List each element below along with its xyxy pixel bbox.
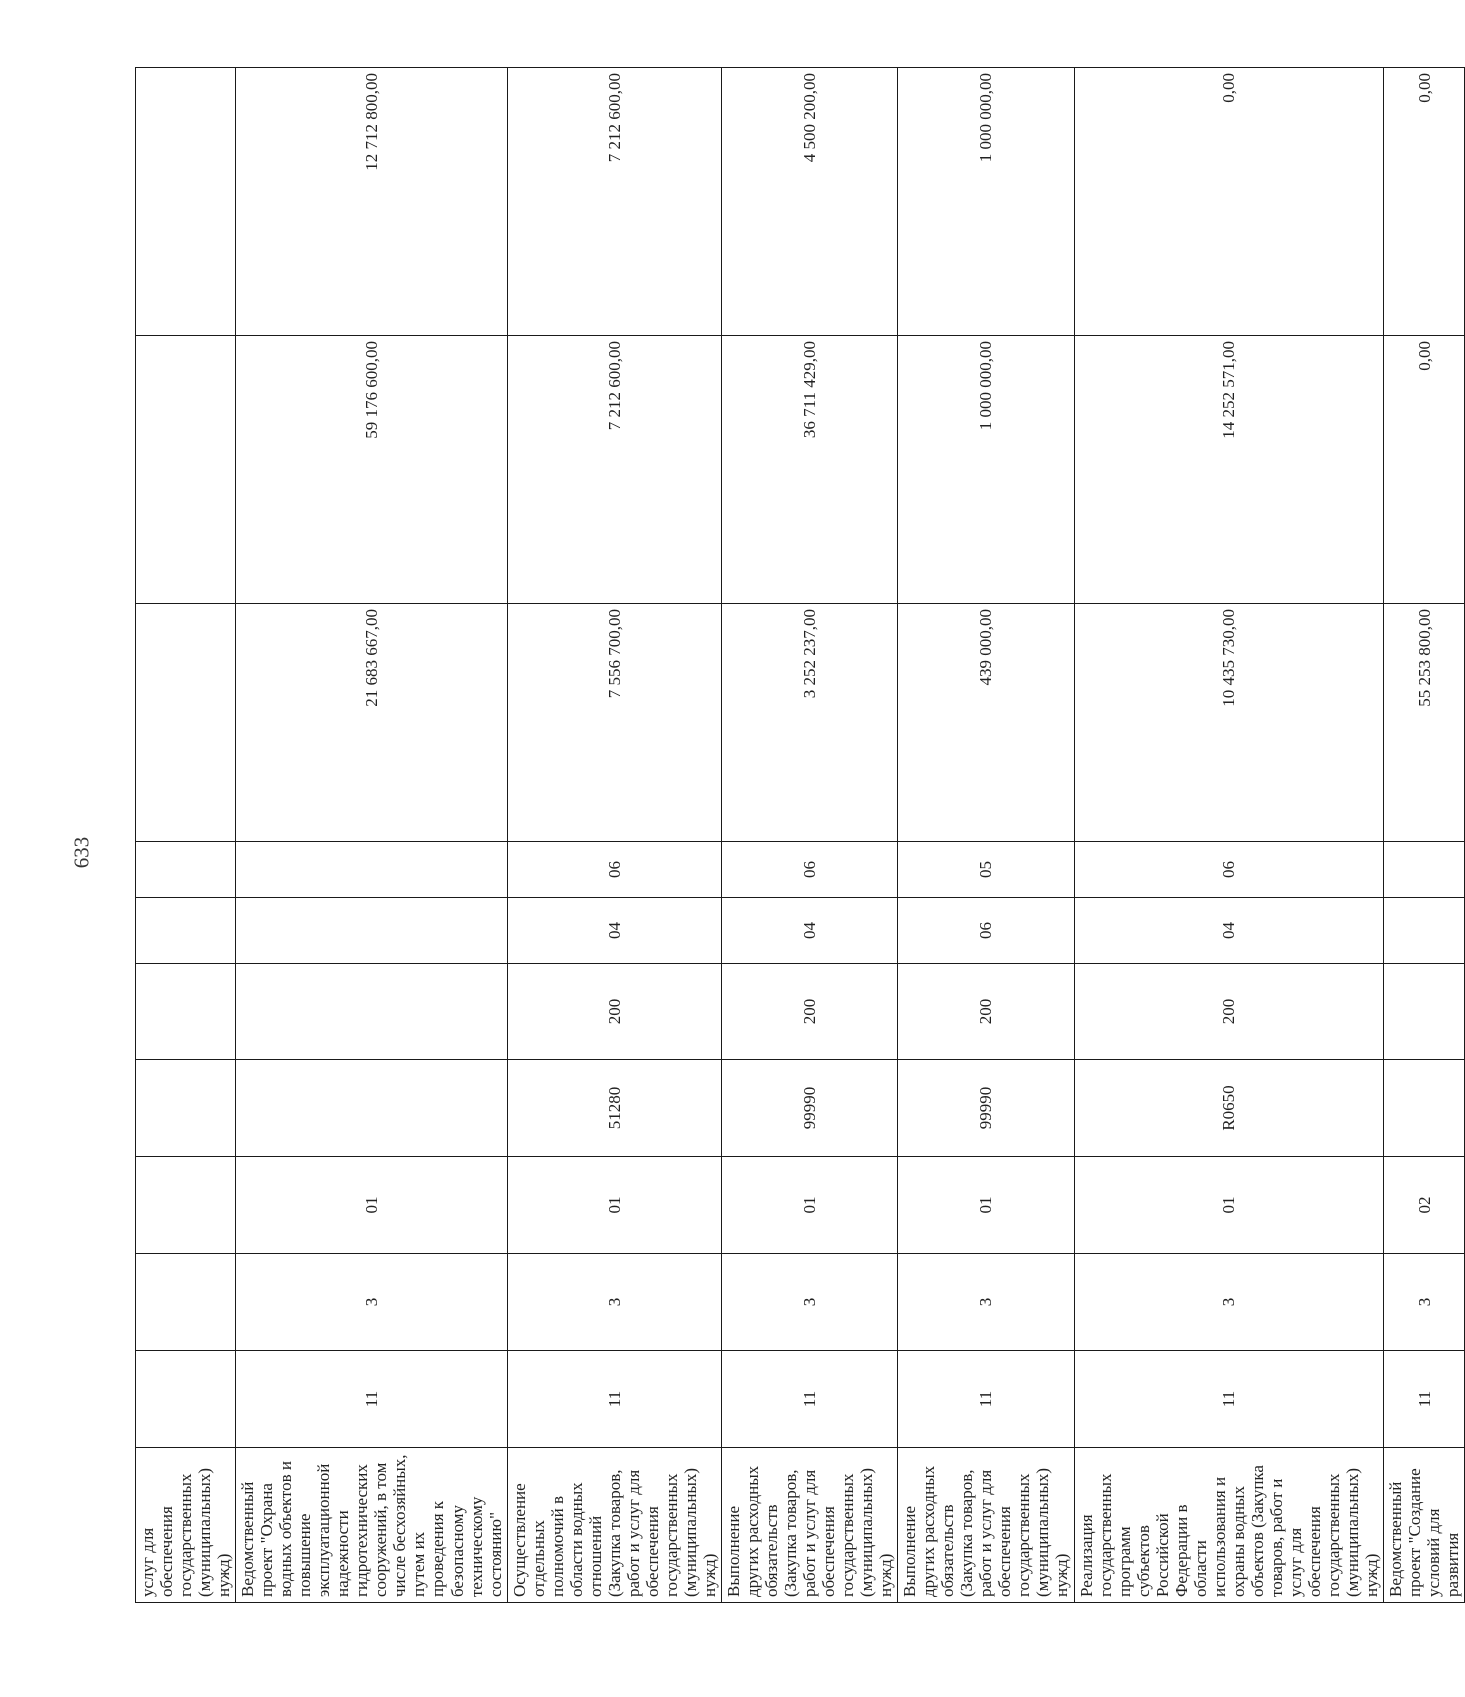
subchapter-code: 06 [721,842,897,898]
amount-3: 4 500 200,00 [721,68,897,336]
amount-2 [136,336,236,604]
amount-3: 1 000 000,00 [898,68,1074,336]
subchapter-code: 06 [507,842,721,898]
expense-type-code [1384,964,1465,1060]
amount-1 [136,604,236,842]
amount-2: 7 212 600,00 [507,336,721,604]
section-code: 11 [1384,1351,1465,1448]
amount-2: 0,00 [1384,336,1465,604]
target-code [236,1060,507,1157]
subchapter-code: 05 [898,842,1074,898]
chapter-code: 04 [721,898,897,964]
amount-3: 7 212 600,00 [507,68,721,336]
row-label: Осуществление отдельных полномочий в области водных отношений (Закупка товаров, работ и услуг для обеспечения государственных (муниципальных) нужд) [507,1448,721,1603]
expense-type-code [236,964,507,1060]
row-label: Ведомственный проект "Охрана водных объектов и повышение эксплуатационной надежности гидротехнических сооружений, в том числе бесхозяйных, путем их проведения к безопасному техническому состоянию" [236,1448,507,1603]
table-row [1384,68,1465,1603]
amount-2: 1 000 000,00 [898,336,1074,604]
program-code: 01 [236,1157,507,1254]
expense-type-code: 200 [721,964,897,1060]
target-code [136,1060,236,1157]
chapter-code: 06 [898,898,1074,964]
amount-3: 12 712 800,00 [236,68,507,336]
section-code [136,1351,236,1448]
program-code: 01 [721,1157,897,1254]
amount-1: 7 556 700,00 [507,604,721,842]
amount-2: 14 252 571,00 [1074,336,1384,604]
amount-3 [136,68,236,336]
amount-1: 3 252 237,00 [721,604,897,842]
expense-type-code [136,964,236,1060]
table-row [721,68,897,1603]
amount-2: 36 711 429,00 [721,336,897,604]
subsection-code [136,1254,236,1351]
budget-table [135,67,1465,1603]
amount-1: 21 683 667,00 [236,604,507,842]
subchapter-code: 06 [1074,842,1384,898]
table-row [236,68,507,1603]
amount-1: 55 253 800,00 [1384,604,1465,842]
target-code: 51280 [507,1060,721,1157]
table-row [898,68,1074,1603]
section-code: 11 [1074,1351,1384,1448]
row-label: Выполнение других расходных обязательств (Закупка товаров, работ и услуг для обеспечения государственных (муниципальных) нужд) [721,1448,897,1603]
program-code: 02 [1384,1157,1465,1254]
program-code: 01 [898,1157,1074,1254]
chapter-code [236,898,507,964]
section-code: 11 [721,1351,897,1448]
subchapter-code [1384,842,1465,898]
table-row [507,68,721,1603]
section-code: 11 [236,1351,507,1448]
table-row [1074,68,1384,1603]
subsection-code: 3 [1384,1254,1465,1351]
amount-3: 0,00 [1074,68,1384,336]
amount-1: 10 435 730,00 [1074,604,1384,842]
section-code: 11 [507,1351,721,1448]
subsection-code: 3 [721,1254,897,1351]
chapter-code [1384,898,1465,964]
row-label: услуг для обеспечения государственных (муниципальных) нужд) [136,1448,236,1603]
expense-type-code: 200 [507,964,721,1060]
row-label: Реализация государственных программ субъектов Российской Федерации в области использования и охраны водных объектов (Закупка товаров, работ и услуг для обеспечения государственных (муниципальных) нужд) [1074,1448,1384,1603]
target-code [1384,1060,1465,1157]
section-code: 11 [898,1351,1074,1448]
subsection-code: 3 [236,1254,507,1351]
expense-type-code: 200 [1074,964,1384,1060]
target-code: R0650 [1074,1060,1384,1157]
chapter-code: 04 [1074,898,1384,964]
subsection-code: 3 [898,1254,1074,1351]
amount-1: 439 000,00 [898,604,1074,842]
subsection-code: 3 [1074,1254,1384,1351]
amount-3: 0,00 [1384,68,1465,336]
page-number: 633 [69,836,94,869]
row-label: Выполнение других расходных обязательств (Закупка товаров, работ и услуг для обеспечения государственных (муниципальных) нужд) [898,1448,1074,1603]
program-code [136,1157,236,1254]
rotated-table-container [135,68,1463,1603]
subsection-code: 3 [507,1254,721,1351]
program-code: 01 [1074,1157,1384,1254]
table-row [136,68,236,1603]
subchapter-code [236,842,507,898]
program-code: 01 [507,1157,721,1254]
chapter-code: 04 [507,898,721,964]
target-code: 99990 [898,1060,1074,1157]
expense-type-code: 200 [898,964,1074,1060]
subchapter-code [136,842,236,898]
target-code: 99990 [721,1060,897,1157]
chapter-code [136,898,236,964]
row-label: Ведомственный проект "Создание условий для развития [1384,1448,1465,1603]
amount-2: 59 176 600,00 [236,336,507,604]
